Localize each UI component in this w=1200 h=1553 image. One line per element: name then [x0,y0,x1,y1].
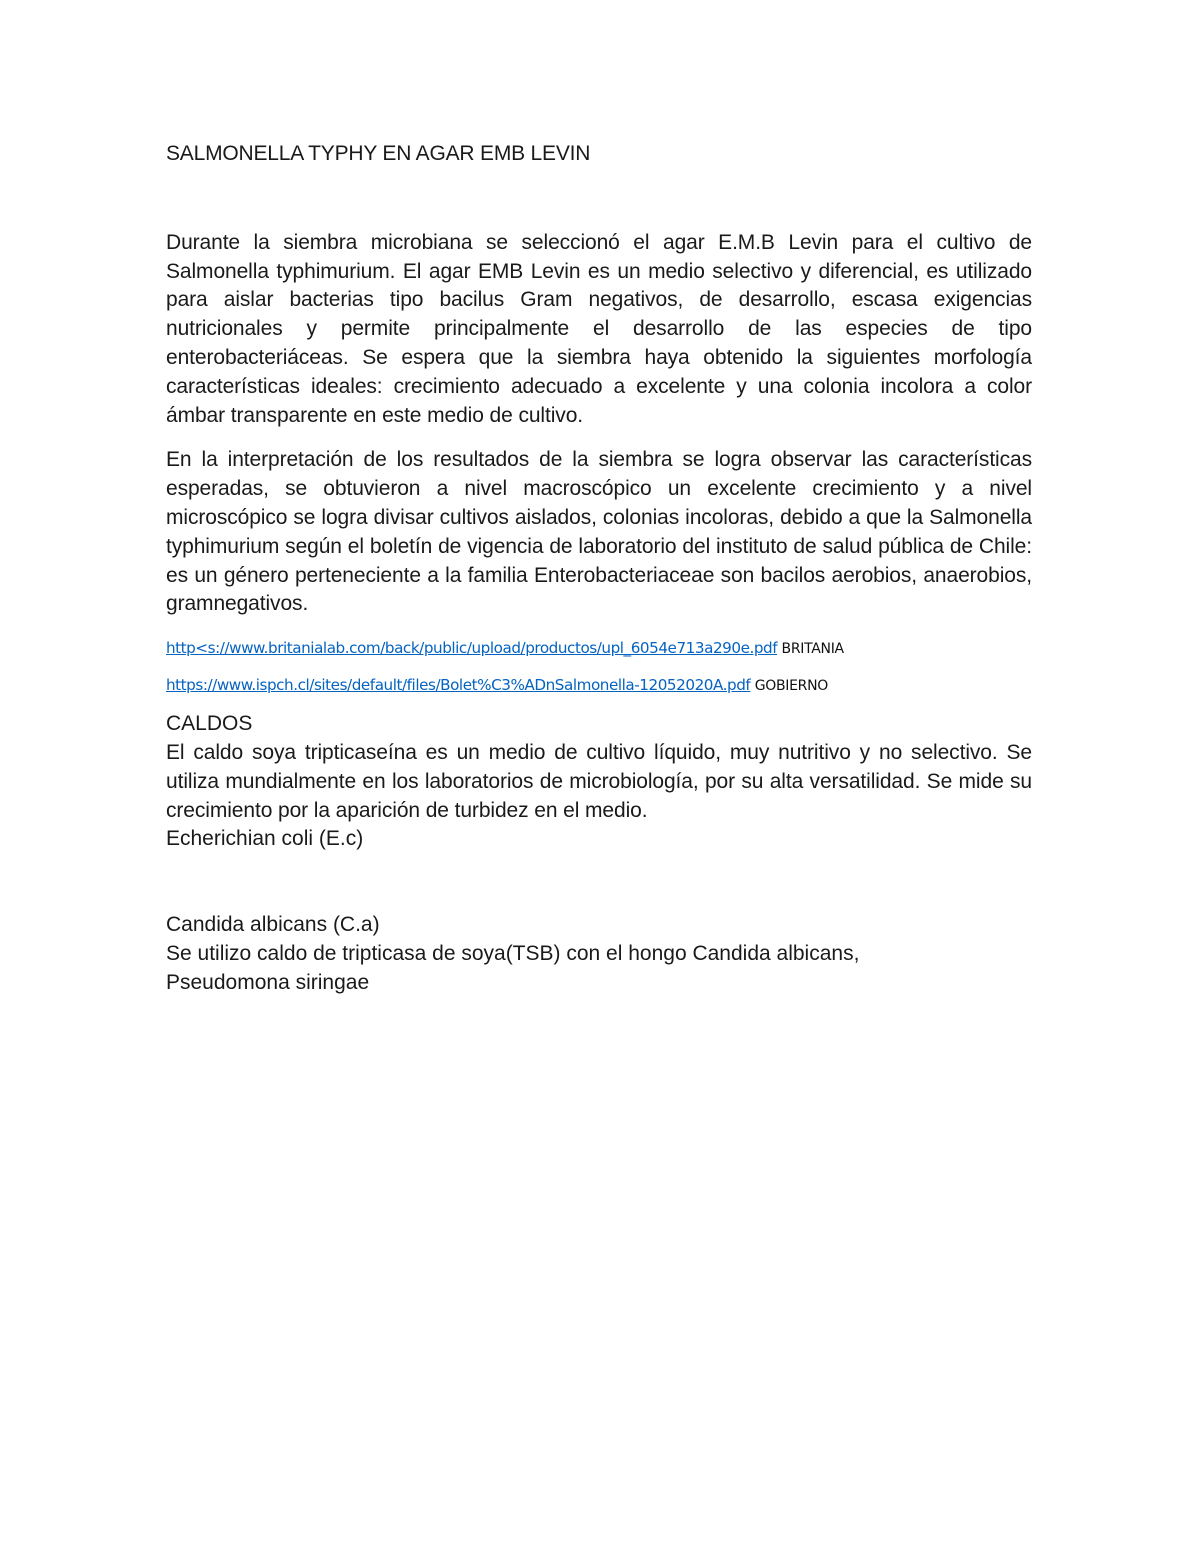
reference-link-gobierno[interactable]: https://www.ispch.cl/sites/default/files/Bolet%C3%ADnSalmonella-12052020A.pdf [166,676,751,695]
reference-source-gobierno: GOBIERNO [754,678,828,695]
paragraph-caldos: El caldo soya tripticaseína es un medio de cultivo líquido, muy nutritivo y no selectivo. Se utiliza mundialmente en los laboratorios de microbiología, por su alta versatilidad. Se mide su crecimiento por la aparición de turbidez en el medio. [166,740,1032,822]
reference-source-britania: BRITANIA [781,641,844,658]
candida-block [166,911,1032,997]
paragraph-emb-levin: Durante la siembra microbiana se seleccionó el agar E.M.B Levin para el cultivo de Salmonella typhimurium. El agar EMB Levin es un medio selectivo y diferencial, es utilizado para aislar bacterias tipo bacilus Gram negativos, de desarrollo, escasa exigencias nutricionales y permite principalmente el desarrollo de las especies de tipo enterobacteriáceas. Se espera que la siembra haya obtenido la siguientes morfología características ideales: crecimiento adecuado a excelente y una colonia incolora a color ámbar transparente en este medio de cultivo. [166,230,1032,427]
ecoli-line: Echerichian coli (E.c) [166,827,364,851]
document-title: SALMONELLA TYPHY EN AGAR EMB LEVIN [166,142,591,165]
reference-britania [166,638,1032,659]
caldos-heading: CALDOS [166,712,253,736]
paragraph-results: En la interpretación de los resultados de la siembra se logra observar las características esperadas, se obtuvieron a nivel macroscópico un excelente crecimiento y a nivel microscópico se logra divisar cultivos aislados, colonias incoloras, debido a que la Salmonella typhimurium según el boletín de vigencia de laboratorio del instituto de salud pública de Chile: es un género perteneciente a la familia Enterobacteriaceae son bacilos aerobios, anaerobios, gramnegativos. [166,448,1032,616]
reference-link-britania[interactable]: http<s://www.britanialab.com/back/public/upload/productos/upl_6054e713a290e.pdf [166,639,778,658]
tsb-line: Se utilizo caldo de tripticasa de soya(TSB) con el hongo Candida albicans, [166,941,860,965]
pseudomona-line: Pseudomona siringae [166,970,370,994]
document-body [166,140,1032,998]
reference-gobierno [166,675,1032,696]
candida-line: Candida albicans (C.a) [166,913,380,937]
